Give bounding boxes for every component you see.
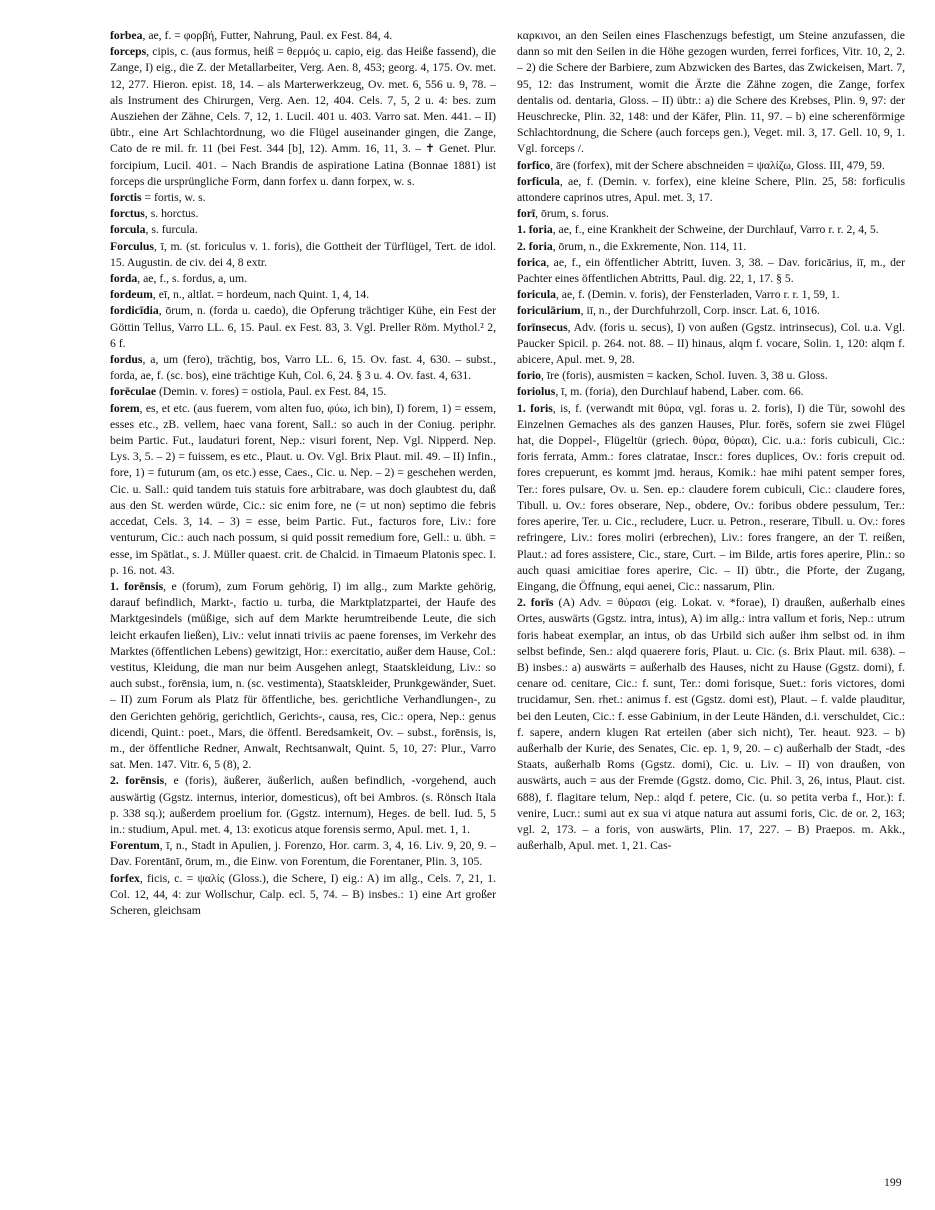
dictionary-entry <box>110 239 496 271</box>
dictionary-entry <box>110 190 496 206</box>
entry-text: , ōrum, n., die Exkremente, Non. 114, 11. <box>552 239 747 253</box>
entry-text: , ae, f., ein öffentlicher Abtritt, Iuven. 3, 38. – Dav. foricārius, iī, m., der Pachter eines öffentlichen Abtritts, Paul. dig. 22, 1, 17. § 5. <box>517 255 905 286</box>
entry-text: , s. horctus. <box>144 207 199 221</box>
dictionary-entry <box>110 773 496 838</box>
entry-text: , āre (forfex), mit der Schere abschneiden = ψαλίζω, Gloss. III, 479, 59. <box>550 158 885 172</box>
entry-headword: forēculae <box>110 385 157 399</box>
entry-text: , ae, f. = φορβή, Futter, Nahrung, Paul. ex Fest. 84, 4. <box>142 29 393 42</box>
dictionary-entry <box>517 174 905 206</box>
entry-text: (Demin. v. fores) = ostiola, Paul. ex Fest. 84, 15. <box>156 385 387 399</box>
page-number: 199 <box>884 1176 902 1189</box>
dictionary-entry <box>110 579 496 773</box>
entry-headword: fordicīdia <box>110 304 159 318</box>
dictionary-entry <box>110 384 496 400</box>
dictionary-entry <box>110 838 496 870</box>
dictionary-entry <box>110 222 496 238</box>
dictionary-entry <box>517 320 905 369</box>
dictionary-entry <box>517 287 905 303</box>
entry-text: = fortis, w. s. <box>141 191 206 205</box>
dictionary-entry <box>110 401 496 579</box>
entry-headword: fordeum <box>110 288 153 302</box>
entry-headword: forbea <box>110 29 143 42</box>
dictionary-entry <box>517 595 905 854</box>
entry-headword: forio <box>517 369 542 383</box>
entry-text: , cipis, c. (aus formus, heiß = θερμός u. capio, eig. das Heiße fassend), die Zange, I) eig., die Z. der Metallarbeiter, Verg. Aen. 8, 453; georg. 4, 175. Ov. met. 12, 277. Hieron. epist. 18, 14. – als Marterwerkzeug, Ov. met. 6, 556 u. 9, 78. – als Instrument des Chirurgen, Verg. Aen. 12, 404. Cels. 7, 5, 2 u. 4: bes. zum Ausziehen der Zähne, Cels. 7, 12, 1. Lucil. 401 u. 403. Varro sat. Men. 441. – II) übtr., eine Art Schlachtordnung, wo die Flügel auseinander gingen, die Zange, Cato de re mil. fr. 11 (bei Fest. 344 [b], 12). Amm. 16, 11, 3. – ✝ Genet. Plur. forcipium, Lucil. 401. – Nach Brandis de aspiratione Latina (Bonnae 1881) ist forceps die ursprüngliche Form, dann forfex u. dann forpex, w. s. <box>110 45 496 188</box>
entry-headword: forem <box>110 401 140 415</box>
entry-headword: foricula <box>517 288 556 302</box>
entry-text: , s. furcula. <box>145 223 198 237</box>
entry-headword: forīnsecus <box>517 320 568 334</box>
dictionary-entry <box>517 401 905 595</box>
entry-text: , ae, f., eine Krankheit der Schweine, der Durchlauf, Varro r. r. 2, 4, 5. <box>552 223 879 237</box>
entry-text: , es, et etc. (aus fuerem, vom alten fuo, φύω, ich bin), I) forem, 1) = essem, esses etc., zB. vellem, haec vana forent, Sall.: so auch in der Coniug. periphr. beim Partic. Fut., laudaturi forent, Nep.: visuri forent, Nep. Vgl. Nipperd. Nep. Lys. 3, 5. – 2) = fuissem, es etc., Plaut. u. Ov. Vgl. Brix Plaut. mil. 49. – II) Infin., fore, 1) = futurum (am, os etc.) esse, Caes., Cic. u. Nep. – 2) = geschehen werden, Cic. u. Sall.: quid tandem tuis statuis fore arbitrabare, was doch glaubtest du, daß aus den St. werden würde, Cic.: sic enim fore, ne (= ut non) septimo die febris accedat, Cels. 3, 14. – 3) = esse, beim Partic. Fut., facturos fore, Liv.: fore venturum, Cic.: auch nach possum, si quid possit remedium fore, Gell.: u. übh. = esse, im Spätlat., s. J. Müller quaest. crit. de Chalcid. in Timaeum Platonis spec. I. p. 16. not. 43. <box>110 401 496 577</box>
entry-text: , ōrum, n. (forda u. caedo), die Opferung trächtiger Kühe, ein Fest der Göttin Tellus, Varro LL. 6, 15. Paul. ex Fest. 83, 3. Vgl. Preller Röm. Mythol.² 2, 6 f. <box>110 304 496 350</box>
entry-text: , is, f. (verwandt mit θύρα, vgl. foras u. 2. foris), I) die Tür, sowohl des Einzelnen Gemaches als des ganzen Hauses, Plur. forēs, sofern sie zwei Flügel hat, die Doppel-, Flügeltür (griech. θύρα, θύραι), Cic. u.a.: foris cubiculi, Cic.: foris ferrata, Amm.: fores clatratae, Inscr.: fores duplices, Ov.: foris crepuit od. fores crepuerunt, es kommt jmd. heraus, Komik.: hae mihi patent semper fores, Ter.: fores pulsare, Ov. u. Sen. ep.: claudere forem cubiculi, Cic.: claudere fores, Tibull. u. Ov.: fores obserare, Nep., obdere, Ov.: foribus obdere pessulum, Ter.: fores aperire, Ter. u. Cic., recludere, Lucr. u. Petron., reserare, Tibull. u. Ov.: fores refringere, Liv.: fores moliri (erbrechen), Liv.: fores frangere, an der T. reißen, Plaut.: ad fores assistere, Cic., stare, Curt. – im Bilde, artis fores aperire, Plin.: so auch quasi amicitiae fores aperire, Cic. – II) übtr., die Pforte, der Zugang, Eingang, die Öffnung, equi aenei, Cic.: nassarum, Plin. <box>517 401 906 593</box>
entry-text: , e (foris), äußerer, äußerlich, außen befindlich, -vorgehend, auch auswärtig (Ggstz. internus, interior, domesticus), oft bei Ambros. (s. Rönsch Itala p. 338 sq.); außerdem proelium for. (Ggstz. internum), Heges. de bell. Iud. 5, 5 in.: studium, Apul. met. 4, 13: exoticus atque forensis sermo, Apul. met. 1, 1. <box>110 774 496 836</box>
entry-headword: foriolus <box>517 385 556 399</box>
entry-headword: Forentum <box>110 839 160 853</box>
entry-text: , ī, n., Stadt in Apulien, j. Forenzo, Hor. carm. 3, 4, 16. Liv. 9, 20, 9. – Dav. Forentānī, ōrum, m., die Einw. von Forentum, die Forentaner, Plin. 3, 105. <box>110 839 496 869</box>
entry-text: , e (forum), zum Forum gehörig, I) im allg., zum Markte gehörig, darauf befindlich, Markt-, factio u. turba, die Marktplatzpartei, der Haufe des Marktgesindels (müßige, sich auf dem Markte herumtreibende Leute, die sich leicht erkaufen ließen), Liv.: velut innati triviis ac paene forenses, im Verkehr des Marktes (öffentlichen Lebens) gewitzigt, Hor.: exercitatio, außer dem Hause, Col.: vestitus, Kleidung, die man nur beim Ausgehen anlegt, Staatskleidung, Liv.: so auch subst., forēnsia, ium, n. (sc. vestimenta), Staatskleider, Prunkgewänder, Suet. – II) zum Forum als Platz für öffentliche, bes. gerichtliche Verhandlungen-, zu den Gerichten gehörig, gerichtlich, Gerichts-, causa, res, Cic.: opera, Nep.: genus dicendi, Quint.: poet., Mars, die öffentl. Beredsamkeit, Ov. – subst., forēnsis, is, m., der öffentliche Redner, Anwalt, Rechtsanwalt, Quint. 5, 10, 27: Plur., Varro sat. Men. 147. Vitr. 6, 5 (8), 2. <box>110 579 496 772</box>
entry-text: (A) Adv. = θύρασι (eig. Lokat. v. *forae), I) draußen, außerhalb eines Ortes, auswärts (Ggstz. intra, intus), A) im allg.: intra vallum et foris, Nep.: utrum foris habeat exemplar, an intus, ob das Urbild sich außer ihm selbst od. in ihm selbst befinde, Sen.: alqd quaerere foris, Plaut. u. Cic. (s. Brix Plaut. mil. 638). – B) insbes.: a) auswärts = außerhalb des Hauses, nicht zu Hause (Ggstz. domi), f. cenare od. cenitare, Cic.: f. sunt, Ter.: domi forisque, Suet.: foris victores, domi trucidamur, Sen. rhet.: animus f. est (Ggstz. domi est), Plaut. – f. valde plauditur, bei den Leuten, Cic.: f. esse Gabinium, in der Leute Händen, d.i. verschuldet, Cic.: f. sapere, andern klugen Rat erteilen (aber sich nicht), Ter. heaut. 923. – b) außerhalb der Kurie, des Senates, Cic. ep. 1, 9, 20. – c) außerhalb der Stadt, -des Staats, außerhalb Roms (Ggstz. domi), Cic. u. Liv. – II) von draußen, von auswärts, auch = aus der Fremde (Ggstz. domo, Cic. Phil. 3, 26, intus, Plaut. cist. 688), f. flagitare telum, Nep.: alqd f. petere, Cic. (u. so petita verba f., Hor.): f. venire, Lucr.: sumi aut ex sua vi atque natura aut assumi foris, Cic. de or. 2, 163; vgl. 2, 173. – a foris, von auswärts, Plin. 17, 227. – B) Praepos. m. Akk., außerhalb, Apul. met. 1, 21. Cas- <box>517 596 905 853</box>
dictionary-entry <box>110 303 496 352</box>
entry-headword: forceps <box>110 45 147 59</box>
entry-text: , ae, f., s. fordus, a, um. <box>137 272 247 286</box>
dictionary-entry <box>110 206 496 222</box>
dictionary-entry <box>110 871 496 920</box>
dictionary-entry <box>517 206 905 222</box>
dictionary-entry <box>517 303 905 319</box>
entry-text: καρκινοι, an den Seilen eines Flaschenzugs befestigt, um Steine anzufassen, die dann so mit den Seilen in die Höhe gezogen wurden, ferrei forfices, Vitr. 10, 2, 2. – 2) die Schere der Barbiere, zum Abzwicken des Bartes, das Zwickeisen, Mart. 7, 95, 12: das Instrument, womit die Ärzte die Zähne zogen, die Zange, forfex dentalis od. dentaria, Gloss. – II) übtr.: a) die Schere des Krebses, Plin. 9, 97: der Heuschrecke, Plin. 32, 148: und der Käfer, Plin. 11, 97. – b) eine scherenförmige Schlachtordnung, die Schere (auch forceps gen.), Veget. mil. 3, 17. Gell. 10, 9, 1. Vgl. forceps /. <box>517 29 905 156</box>
entry-text: , Adv. (foris u. secus), I) von außen (Ggstz. intrinsecus), Col. u.a. Vgl. Paucker Spicil. p. 264. not. 88. – II) hinaus, alqm f. vocare, Solin. 1, 120: alqm f. abicere, Apul. met. 9, 28. <box>517 320 905 367</box>
left-column <box>110 28 496 919</box>
entry-text: , ī, m. (st. foriculus v. 1. foris), die Gottheit der Türflügel, Tert. de idol. 15. Augustin. de civ. dei 4, 8 extr. <box>110 239 496 269</box>
entry-headword: forfico <box>517 158 551 172</box>
entry-headword: forctus <box>110 207 145 221</box>
entry-headword: 1. forēnsis <box>110 579 164 593</box>
entry-headword: forctis <box>110 191 142 205</box>
dictionary-entry <box>517 255 905 287</box>
entry-headword: forcula <box>110 223 146 237</box>
entry-text: , ae, f. (Demin. v. foris), der Fensterladen, Varro r. r. 1, 59, 1. <box>555 288 840 302</box>
entry-text: , ficis, c. = ψαλίς (Gloss.), die Schere, I) eig.: A) im allg., Cels. 7, 21, 1. Col. 12, 44, 4: zur Wollschur, Calp. ecl. 5, 74. – B) insbes.: 1) eine Art großer Scheren, gleichsam <box>110 871 496 917</box>
entry-text: , ae, f. (Demin. v. forfex), eine kleine Schere, Plin. 25, 58: forficulis attondere caprinos utres, Apul. met. 3, 17. <box>517 174 905 205</box>
entry-headword: 2. foria <box>517 239 553 253</box>
dictionary-entry <box>110 271 496 287</box>
dictionary-entry <box>517 158 905 174</box>
entry-headword: forī <box>517 207 536 221</box>
entry-headword: 2. forīs <box>517 596 554 610</box>
dictionary-entry <box>110 28 496 44</box>
entry-headword: fordus <box>110 353 143 367</box>
dictionary-entry <box>517 222 905 238</box>
entry-headword: 1. foris <box>517 401 553 415</box>
entry-text: , a, um (fero), trächtig, bos, Varro LL. 6, 15. Ov. fast. 4, 630. – subst., forda, ae, f. (sc. bos), eine trächtige Kuh, Col. 6, 24. § 3 u. 4. Ov. fast. 4, 631. <box>110 353 496 383</box>
dictionary-entry <box>517 28 905 158</box>
entry-headword: forica <box>517 255 547 269</box>
entry-headword: 2. forēnsis <box>110 774 165 788</box>
dictionary-entry <box>517 384 905 400</box>
entry-headword: forficula <box>517 174 560 188</box>
dictionary-entry <box>517 239 905 255</box>
entry-text: , īre (foris), ausmisten = kacken, Schol. Iuven. 3, 38 u. Gloss. <box>541 369 828 383</box>
entry-text: , iī, n., der Durchfuhrzoll, Corp. inscr. Lat. 6, 1016. <box>580 304 820 318</box>
entry-headword: Forculus <box>110 239 154 253</box>
dictionary-entry <box>110 44 496 190</box>
dictionary-entry <box>517 368 905 384</box>
entry-text: , ī, m. (foria), den Durchlauf habend, Laber. com. 66. <box>555 385 804 399</box>
entry-text: , ōrum, s. forus. <box>535 207 609 221</box>
entry-headword: forda <box>110 272 138 286</box>
entry-headword: 1. foria <box>517 223 553 237</box>
entry-headword: foriculārium <box>517 304 581 318</box>
entry-headword: forfex <box>110 871 140 885</box>
dictionary-entry <box>110 287 496 303</box>
right-column <box>517 28 905 854</box>
dictionary-entry <box>110 352 496 384</box>
entry-text: , eī, n., altlat. = hordeum, nach Quint. 1, 4, 14. <box>152 288 370 302</box>
